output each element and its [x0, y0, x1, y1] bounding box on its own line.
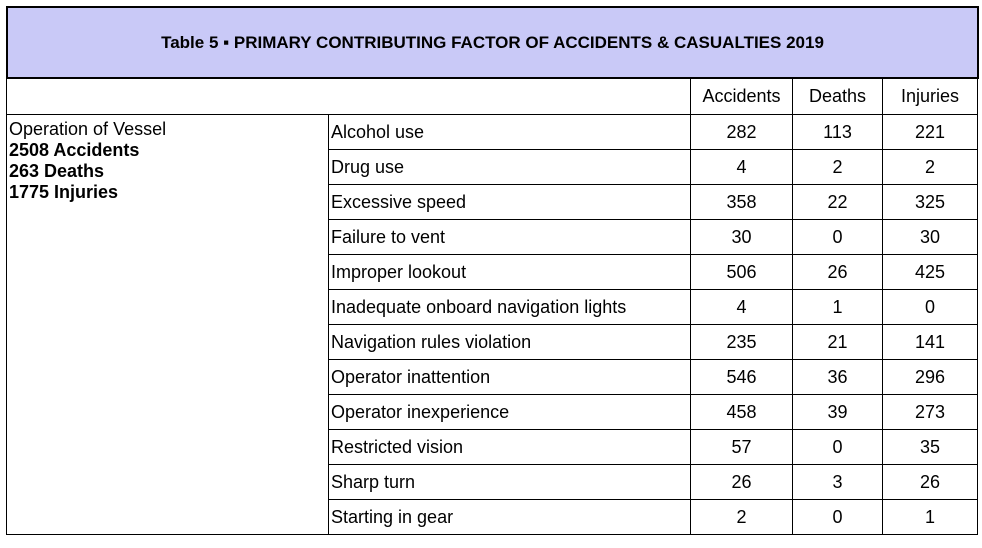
factor-cell: Operator inattention [329, 360, 691, 395]
injuries-cell: 221 [883, 115, 978, 150]
column-header-accidents: Accidents [691, 78, 793, 115]
group-cell [7, 115, 329, 535]
deaths-cell: 21 [793, 325, 883, 360]
injuries-cell: 30 [883, 220, 978, 255]
injuries-cell: 35 [883, 430, 978, 465]
accidents-cell: 26 [691, 465, 793, 500]
group-accidents-total: 2508 Accidents [9, 140, 140, 160]
factor-cell: Drug use [329, 150, 691, 185]
factor-cell: Excessive speed [329, 185, 691, 220]
deaths-cell: 3 [793, 465, 883, 500]
factor-cell: Starting in gear [329, 500, 691, 535]
accidents-cell: 4 [691, 290, 793, 325]
deaths-cell: 0 [793, 220, 883, 255]
group-injuries-total: 1775 Injuries [9, 182, 119, 202]
injuries-cell: 296 [883, 360, 978, 395]
header-row [7, 78, 978, 115]
column-header-deaths: Deaths [793, 78, 883, 115]
deaths-cell: 22 [793, 185, 883, 220]
accidents-cell: 458 [691, 395, 793, 430]
injuries-cell: 26 [883, 465, 978, 500]
factor-cell: Failure to vent [329, 220, 691, 255]
column-header-injuries: Injuries [883, 78, 978, 115]
table-title: Table 5 ▪ PRIMARY CONTRIBUTING FACTOR OF ACCIDENTS & CASUALTIES 2019 [6, 6, 979, 79]
factor-cell: Sharp turn [329, 465, 691, 500]
factor-cell: Improper lookout [329, 255, 691, 290]
deaths-cell: 113 [793, 115, 883, 150]
accidents-cell: 235 [691, 325, 793, 360]
accidents-cell: 546 [691, 360, 793, 395]
factor-cell: Restricted vision [329, 430, 691, 465]
deaths-cell: 0 [793, 500, 883, 535]
factor-cell: Inadequate onboard navigation lights [329, 290, 691, 325]
deaths-cell: 39 [793, 395, 883, 430]
deaths-cell: 1 [793, 290, 883, 325]
injuries-cell: 325 [883, 185, 978, 220]
casualties-table [6, 77, 978, 535]
factor-cell: Alcohol use [329, 115, 691, 150]
accidents-cell: 506 [691, 255, 793, 290]
accidents-cell: 30 [691, 220, 793, 255]
deaths-cell: 0 [793, 430, 883, 465]
injuries-cell: 141 [883, 325, 978, 360]
accidents-cell: 2 [691, 500, 793, 535]
injuries-cell: 425 [883, 255, 978, 290]
group-name: Operation of Vessel [9, 119, 167, 139]
injuries-cell: 273 [883, 395, 978, 430]
header-blank-cell [7, 78, 691, 115]
accidents-cell: 57 [691, 430, 793, 465]
injuries-cell: 0 [883, 290, 978, 325]
deaths-cell: 26 [793, 255, 883, 290]
deaths-cell: 2 [793, 150, 883, 185]
injuries-cell: 2 [883, 150, 978, 185]
accidents-cell: 282 [691, 115, 793, 150]
factor-cell: Operator inexperience [329, 395, 691, 430]
group-deaths-total: 263 Deaths [9, 161, 105, 181]
deaths-cell: 36 [793, 360, 883, 395]
accidents-cell: 358 [691, 185, 793, 220]
accidents-cell: 4 [691, 150, 793, 185]
table-row [7, 115, 978, 150]
factor-cell: Navigation rules violation [329, 325, 691, 360]
injuries-cell: 1 [883, 500, 978, 535]
